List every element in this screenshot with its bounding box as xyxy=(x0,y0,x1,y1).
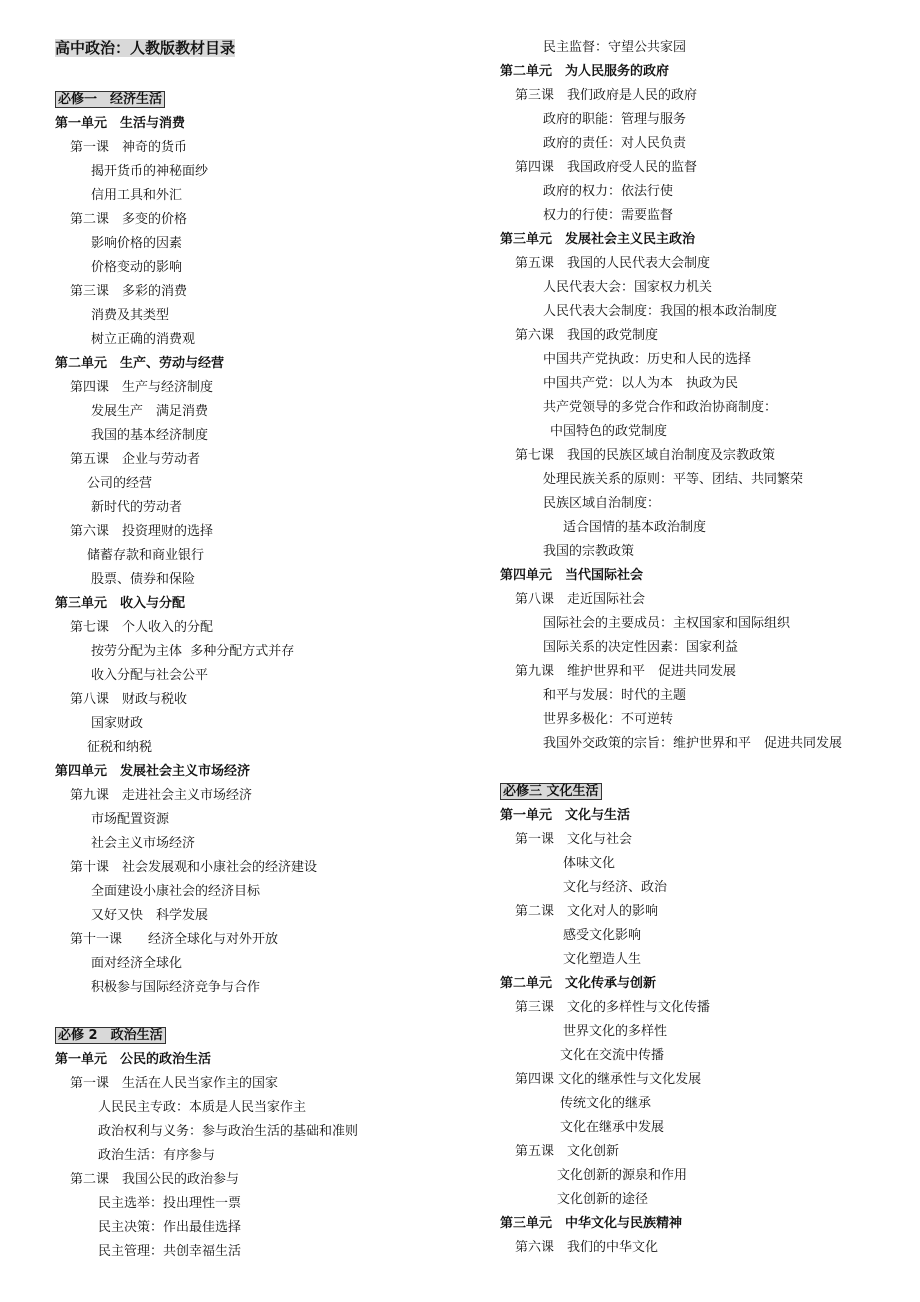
topic-item: 国家财政 xyxy=(91,716,144,731)
lesson-item: 第一课 生活在人民当家作主的国家 xyxy=(70,1076,279,1091)
topic-item: 储蓄存款和商业银行 xyxy=(87,548,205,563)
topic-item: 感受文化影响 xyxy=(563,928,642,943)
topic-item: 股票、债券和保险 xyxy=(91,572,196,587)
topic-item: 共产党领导的多党合作和政治协商制度： xyxy=(543,400,778,415)
topic-item: 政治生活：有序参与 xyxy=(98,1148,216,1163)
lesson-item: 第六课 我们的中华文化 xyxy=(515,1240,659,1255)
lesson-item: 第六课 我国的政党制度 xyxy=(515,328,659,343)
topic-item: 信用工具和外汇 xyxy=(91,188,183,203)
topic-item: 文化在交流中传播 xyxy=(560,1048,665,1063)
unit-heading: 第一单元 生活与消费 xyxy=(55,116,186,131)
topic-item: 中国共产党：以人为本 执政为民 xyxy=(543,376,739,391)
topic-item: 揭开货币的神秘面纱 xyxy=(91,164,209,179)
lesson-item: 第七课 个人收入的分配 xyxy=(70,620,214,635)
lesson-item: 第四课 文化的继承性与文化发展 xyxy=(515,1072,702,1087)
topic-item: 中国特色的政党制度 xyxy=(550,424,668,439)
page-title-text: 高中政治：人教版教材目录 xyxy=(55,39,236,57)
lesson-item: 第九课 维护世界和平 促进共同发展 xyxy=(515,664,737,679)
topic-item: 积极参与国际经济竞争与合作 xyxy=(91,980,261,995)
topic-item: 政治权利与义务：参与政治生活的基础和准则 xyxy=(98,1124,359,1139)
topic-item: 民主管理：共创幸福生活 xyxy=(98,1244,242,1259)
topic-item: 收入分配与社会公平 xyxy=(91,668,209,683)
topic-item: 政府的责任：对人民负责 xyxy=(543,136,687,151)
page-title xyxy=(55,36,475,60)
unit-heading: 第四单元 发展社会主义市场经济 xyxy=(55,764,251,779)
lesson-item: 第二课 我国公民的政治参与 xyxy=(70,1172,240,1187)
lesson-item: 第四课 我国政府受人民的监督 xyxy=(515,160,698,175)
topic-item: 文化与经济、政治 xyxy=(563,880,668,895)
module-heading xyxy=(55,1024,475,1048)
lesson-item: 第二课 多变的价格 xyxy=(70,212,188,227)
topic-item: 发展生产 满足消费 xyxy=(91,404,209,419)
lesson-item: 第八课 财政与税收 xyxy=(70,692,188,707)
spacer xyxy=(500,756,910,780)
left-column-body xyxy=(55,88,475,1264)
topic-item: 政府的职能：管理与服务 xyxy=(543,112,687,127)
topic-item: 人民代表大会制度：我国的根本政治制度 xyxy=(543,304,778,319)
topic-item: 体味文化 xyxy=(563,856,616,871)
lesson-item: 第三课 我们政府是人民的政府 xyxy=(515,88,698,103)
topic-item: 和平与发展：时代的主题 xyxy=(543,688,687,703)
topic-item: 价格变动的影响 xyxy=(91,260,183,275)
topic-item: 又好又快 科学发展 xyxy=(91,908,209,923)
lesson-item: 第九课 走进社会主义市场经济 xyxy=(70,788,253,803)
unit-heading: 第二单元 为人民服务的政府 xyxy=(500,64,670,79)
unit-heading: 第三单元 中华文化与民族精神 xyxy=(500,1216,683,1231)
unit-heading: 第三单元 发展社会主义民主政治 xyxy=(500,232,696,247)
lesson-item: 第七课 我国的民族区域自治制度及宗教政策 xyxy=(515,448,776,463)
lesson-item: 第十课 社会发展观和小康社会的经济建设 xyxy=(70,860,318,875)
lesson-item: 第三课 多彩的消费 xyxy=(70,284,188,299)
lesson-item: 第三课 文化的多样性与文化传播 xyxy=(515,1000,711,1015)
module-heading-label: 必修一 经济生活 xyxy=(55,91,165,108)
topic-item: 文化创新的源泉和作用 xyxy=(557,1168,688,1183)
topic-item: 树立正确的消费观 xyxy=(91,332,196,347)
topic-item: 民主监督：守望公共家园 xyxy=(543,40,687,55)
topic-item: 全面建设小康社会的经济目标 xyxy=(91,884,261,899)
topic-item: 我国的基本经济制度 xyxy=(91,428,209,443)
left-column xyxy=(55,36,475,1264)
topic-item: 我国的宗教政策 xyxy=(543,544,635,559)
spacer xyxy=(55,1000,475,1024)
topic-item: 世界多极化：不可逆转 xyxy=(543,712,674,727)
topic-item: 按劳分配为主体 多种分配方式并存 xyxy=(91,644,295,659)
topic-item: 世界文化的多样性 xyxy=(563,1024,668,1039)
lesson-item: 第二课 文化对人的影响 xyxy=(515,904,659,919)
topic-item: 民主选举：投出理性一票 xyxy=(98,1196,242,1211)
lesson-item: 第五课 企业与劳动者 xyxy=(70,452,201,467)
topic-item: 我国外交政策的宗旨：维护世界和平 促进共同发展 xyxy=(543,736,843,751)
lesson-item: 第五课 我国的人民代表大会制度 xyxy=(515,256,711,271)
unit-heading: 第一单元 文化与生活 xyxy=(500,808,631,823)
topic-item: 处理民族关系的原则：平等、团结、共同繁荣 xyxy=(543,472,804,487)
lesson-item: 第六课 投资理财的选择 xyxy=(70,524,214,539)
unit-heading: 第一单元 公民的政治生活 xyxy=(55,1052,212,1067)
topic-item: 消费及其类型 xyxy=(91,308,170,323)
module-heading xyxy=(55,88,475,112)
topic-item: 人民代表大会：国家权力机关 xyxy=(543,280,713,295)
lesson-item: 第四课 生产与经济制度 xyxy=(70,380,214,395)
lesson-item: 第一课 文化与社会 xyxy=(515,832,633,847)
topic-item: 征税和纳税 xyxy=(87,740,153,755)
lesson-item: 第五课 文化创新 xyxy=(515,1144,620,1159)
lesson-item: 第一课 神奇的货币 xyxy=(70,140,188,155)
unit-heading: 第二单元 生产、劳动与经营 xyxy=(55,356,225,371)
topic-item: 权力的行使：需要监督 xyxy=(543,208,674,223)
topic-item: 传统文化的继承 xyxy=(560,1096,652,1111)
topic-item: 公司的经营 xyxy=(87,476,153,491)
module-heading-label: 必修三 文化生活 xyxy=(500,783,602,800)
topic-item: 民主决策：作出最佳选择 xyxy=(98,1220,242,1235)
topic-item: 社会主义市场经济 xyxy=(91,836,196,851)
right-column-body xyxy=(500,36,910,1260)
topic-item: 国际关系的决定性因素：国家利益 xyxy=(543,640,739,655)
right-column xyxy=(500,36,910,1260)
topic-item: 文化创新的途径 xyxy=(557,1192,649,1207)
unit-heading: 第四单元 当代国际社会 xyxy=(500,568,644,583)
topic-item: 国际社会的主要成员：主权国家和国际组织 xyxy=(543,616,791,631)
topic-item: 文化在继承中发展 xyxy=(560,1120,665,1135)
module-heading xyxy=(500,780,910,804)
topic-item: 影响价格的因素 xyxy=(91,236,183,251)
module-heading-label: 必修 2 政治生活 xyxy=(55,1027,166,1044)
topic-item: 适合国情的基本政治制度 xyxy=(563,520,707,535)
topic-item: 人民民主专政：本质是人民当家作主 xyxy=(98,1100,307,1115)
topic-item: 市场配置资源 xyxy=(91,812,170,827)
topic-item: 民族区域自治制度： xyxy=(543,496,661,511)
lesson-item: 第十一课 经济全球化与对外开放 xyxy=(70,932,279,947)
unit-heading: 第二单元 文化传承与创新 xyxy=(500,976,657,991)
topic-item: 文化塑造人生 xyxy=(563,952,642,967)
lesson-item: 第八课 走近国际社会 xyxy=(515,592,646,607)
topic-item: 新时代的劳动者 xyxy=(91,500,183,515)
topic-item: 中国共产党执政：历史和人民的选择 xyxy=(543,352,752,367)
unit-heading: 第三单元 收入与分配 xyxy=(55,596,186,611)
topic-item: 政府的权力：依法行使 xyxy=(543,184,674,199)
topic-item: 面对经济全球化 xyxy=(91,956,183,971)
